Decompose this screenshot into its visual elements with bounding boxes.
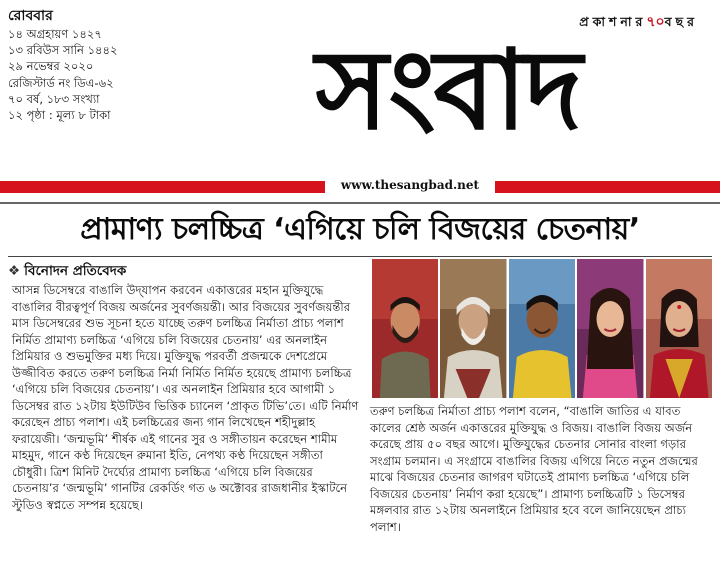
red-divider-left: [0, 181, 325, 193]
byline: [8, 260, 126, 283]
article-paragraph: আসন্ন ডিসেম্বরে বাঙালি উদ্‌যাপন করবেন একাত্তরের মহান মুক্তিযুদ্ধে বাঙালির বীরত্বপূর্ণ বিজয় অর্জনের সুবর্ণজয়ন্তী। আর বিজয়ের সুবর্ণজয়ন্তীর মাস ডিসেম্বরের শুভ সূচনা হতে যাচ্ছে তরুণ চলচ্চিত্র নির্মাতা প্রাচ্য পলাশ নির্মিত প্রামাণ্য চলচ্চিত্র ‘এগিয়ে চলি বিজয়ের চেতনায়’ এর অনলাইন প্রিমিয়ার ও শুভমুক্তির মধ্য দিয়ে। মুক্তিযুদ্ধ পরবর্তী প্রজন্মকে দেশপ্রেমে উজ্জীবিত করতে তরুণ চলচ্চিত্র নির্মা নির্মিত নির্মিত হয়েছে প্রামাণ্য চলচ্চিত্র ‘এগিয়ে চলি বিজয়ের চেতনায়’। এর অনলাইন প্রিমিয়ার হবে আগামী ১ ডিসেম্বর রাত ১২টায় ইউটিউব ভিত্তিক চ্যানেল ‘প্রাকৃত টিভি’তে। এটি নির্মাণ করেছেন প্রাচ্য পলাশ। এই চলচ্চিত্রের জন্য গান লিখেছেন শহীদুল্লাহ ফরায়েজী। ‘জন্মভূমি’ শীর্ষক এই গানের সুর ও সঙ্গীতায়ন করেছেন শামীম মাহমুদ, গানে কণ্ঠ দিয়েছেন রুমানা ইতি, নেপথ্য কণ্ঠ দিয়েছেন সঙ্গীতা চৌধুরী। ত্রিশ মিনিট দৈর্ঘ্যের প্রামাণ্য চলচ্চিত্র ‘এগিয়ে চলি বিজয়ের চেতনায়’র ‘জন্মভূমি’ গানটির রেকর্ডিং গত ৬ অক্টোবর রাজধানীর ইস্কাটনে স্টুডিও স্বপ্নতে সম্পন্ন হয়েছে।: [12, 283, 359, 512]
dateline-hijri-date: ১৩ রবিউস সানি ১৪৪২: [8, 43, 118, 58]
headline-rule-top: [0, 202, 720, 204]
cast-photo-strip: [372, 259, 712, 398]
tagline-end: বছর: [664, 14, 698, 29]
dateline-price: ১২ পৃষ্ঠা : মূল্য ৮ টাকা: [8, 108, 111, 123]
photo-man-yellow-shirt: [509, 259, 575, 398]
byline-text: বিনোদন প্রতিবেদক: [24, 263, 127, 279]
dateline-day: রোববার: [8, 8, 53, 24]
photo-woman-red-saree: [646, 259, 712, 398]
dateline-volume: ৭০ বর্ষ, ১৮৩ সংখ্যা: [8, 91, 100, 106]
newspaper-logo: সংবাদ: [315, 25, 581, 154]
headline-rule-bottom: [8, 256, 712, 257]
website-link[interactable]: www.thesangbad.net: [340, 178, 480, 192]
dateline: [8, 6, 198, 123]
byline-bullet-icon: ❖: [8, 263, 21, 279]
dateline-bengali-date: ১৪ অগ্রহায়ণ ১৪২৭: [8, 27, 102, 41]
red-divider-right: [495, 181, 720, 193]
photo-man-beard: [372, 259, 438, 398]
article-headline: প্রামাণ্য চলচ্চিত্র ‘এগিয়ে চলি বিজয়ের চেতনায়’: [80, 212, 640, 247]
tagline-number: ৭০: [646, 14, 665, 30]
photo-woman-pink: [577, 259, 643, 398]
photo-elderly-man: [440, 259, 506, 398]
article-body-right: [370, 403, 713, 535]
dateline-gregorian-date: ২৯ নভেম্বর ২০২০: [8, 59, 94, 74]
dateline-registration: রেজিস্টার্ড নং ডিএ-৬২: [8, 75, 114, 90]
tagline-start: প্রকাশনার: [579, 14, 647, 29]
article-body-left: [12, 282, 360, 513]
article-paragraph: তরুণ চলচ্চিত্র নির্মাতা প্রাচ্য পলাশ বলেন, “বাঙালি জাতির এ যাবত কালের শ্রেষ্ঠ অর্জন একাত্তরের মুক্তিযুদ্ধ ও বিজয়। বাঙালি বিজয় অর্জন করেছে প্রায় ৫০ বছর আগে। মুক্তিযুদ্ধের চেতনার সোনার বাংলা গড়ার সংগ্রাম চলমান। এ সংগ্রামে বাঙালির বিজয় এগিয়ে নিতে নতুন প্রজন্মের মাঝে বিজয়ের চেতনার জাগরণ ঘটাতেই প্রামাণ্য চলচ্চিত্র ‘এগিয়ে চলি বিজয়ের চেতনায়’ নির্মাণ করা হয়েছে”। প্রামাণ্য চলচ্চিত্রটি ১ ডিসেম্বর মঙ্গলবার রাত ১২টায় অনলাইনে প্রিমিয়ার হবে বলে জানিয়েছেন প্রাচ্য পলাশ।: [370, 404, 698, 534]
